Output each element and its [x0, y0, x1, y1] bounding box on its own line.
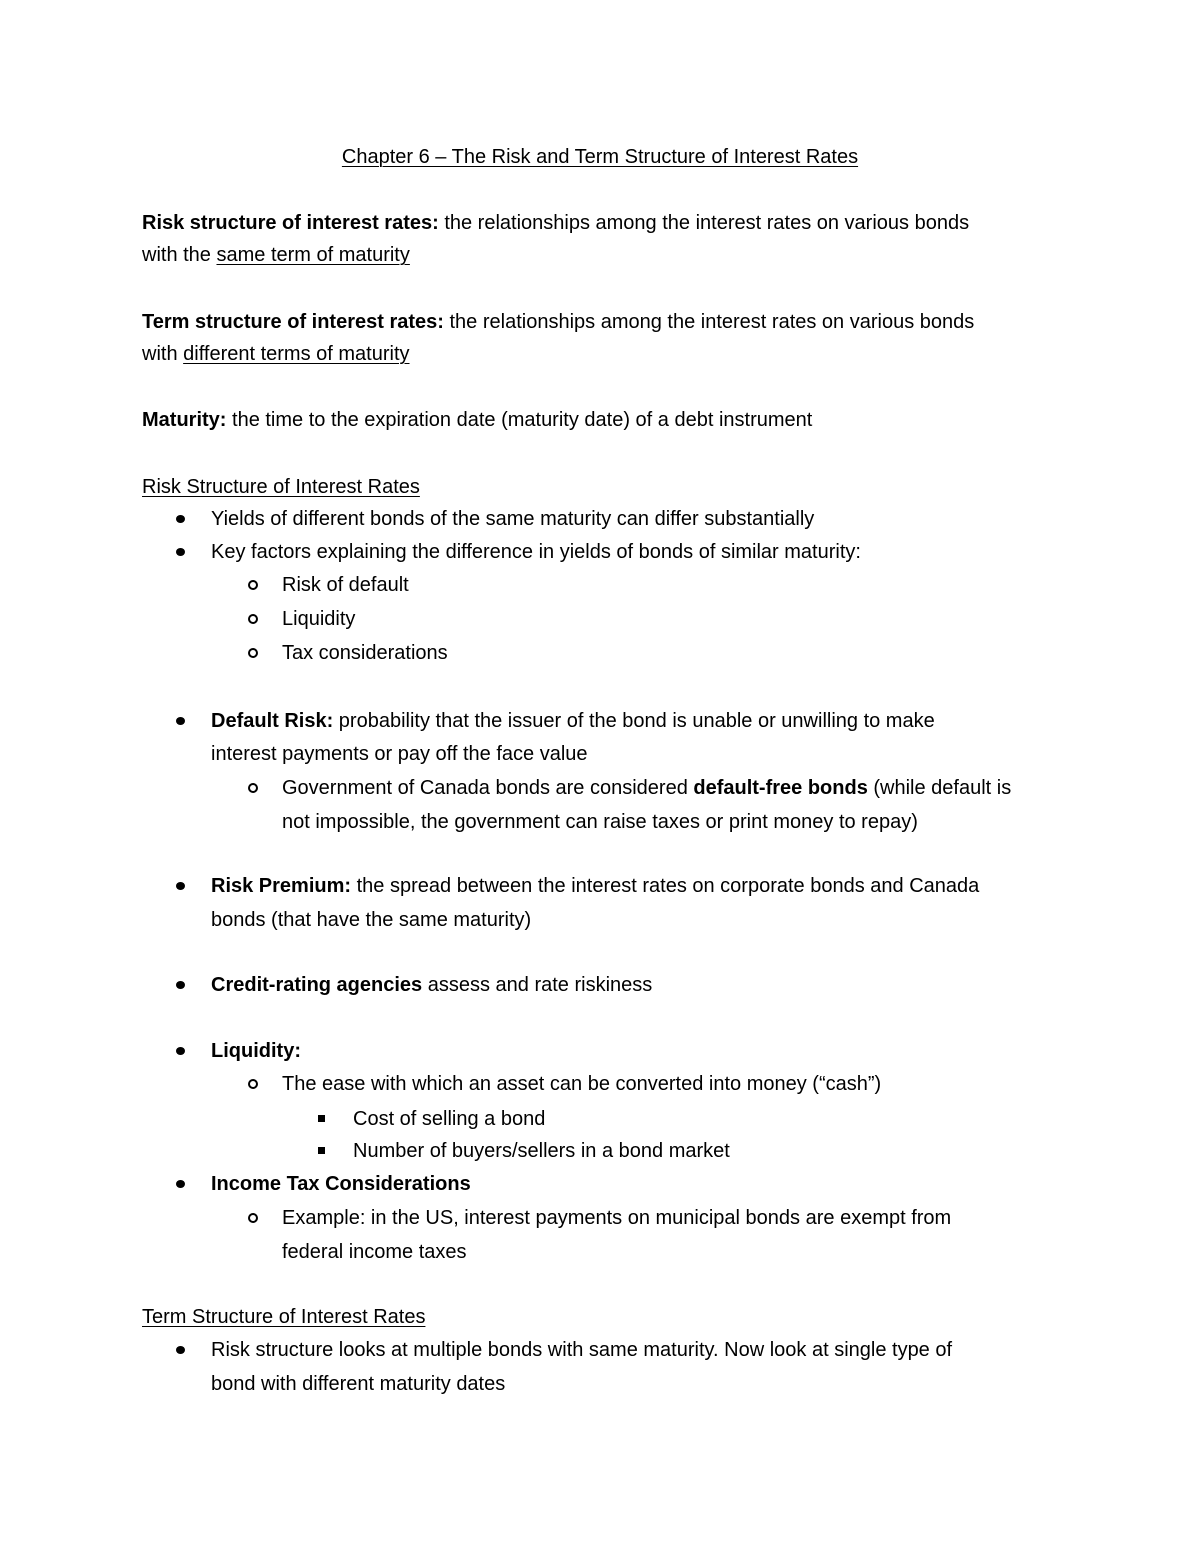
- bullet-circle-icon: [248, 580, 258, 590]
- definition-underlined: different terms of maturity: [183, 343, 410, 365]
- list-item: Example: in the US, interest payments on municipal bonds are exempt from: [282, 1207, 952, 1229]
- risk-premium-term: Risk Premium:: [211, 875, 352, 897]
- list-item: Risk structure looks at multiple bonds with same maturity. Now look at single type of: [211, 1339, 953, 1361]
- list-item-continuation: bonds (that have the same maturity): [211, 909, 532, 931]
- definition-underlined: same term of maturity: [216, 244, 410, 266]
- credit-rating-text: assess and rate riskiness: [422, 974, 653, 996]
- list-bold-text: default-free bonds: [693, 777, 868, 799]
- bullet-disc-icon: [176, 882, 185, 890]
- list-item: The ease with which an asset can be converted into money (“cash”): [282, 1073, 882, 1095]
- bullet-circle-icon: [248, 783, 258, 793]
- list-item: Number of buyers/sellers in a bond market: [353, 1140, 730, 1162]
- bullet-disc-icon: [176, 548, 185, 556]
- list-item: Key factors explaining the difference in yields of bonds of similar maturity:: [211, 541, 861, 563]
- definition-text: the relationships among the interest rates on various bonds: [438, 212, 970, 234]
- definition-text: with: [142, 343, 184, 365]
- bullet-square-icon: [318, 1115, 325, 1122]
- list-item-default-free: [282, 774, 1011, 802]
- list-item-liquidity: Liquidity:: [211, 1040, 301, 1062]
- bullet-disc-icon: [176, 1047, 185, 1055]
- section-heading-term: Term Structure of Interest Rates: [142, 1306, 426, 1328]
- default-risk-text: probability that the issuer of the bond is unable or unwilling to make: [333, 710, 935, 732]
- bullet-square-icon: [318, 1147, 325, 1154]
- list-item-default-risk: [211, 707, 935, 735]
- definition-risk-structure: [142, 209, 969, 237]
- bullet-circle-icon: [248, 1213, 258, 1223]
- list-text: Government of Canada bonds are considered: [282, 777, 694, 799]
- bullet-disc-icon: [176, 1180, 185, 1188]
- definition-term: Term structure of interest rates:: [142, 311, 444, 333]
- bullet-circle-icon: [248, 648, 258, 658]
- list-item-continuation: bond with different maturity dates: [211, 1373, 506, 1395]
- bullet-disc-icon: [176, 515, 185, 523]
- definition-text: the time to the expiration date (maturity date) of a debt instrument: [226, 409, 813, 431]
- list-item-continuation: federal income taxes: [282, 1241, 467, 1263]
- bullet-disc-icon: [176, 1346, 185, 1354]
- page-title: Chapter 6 – The Risk and Term Structure of Interest Rates: [341, 146, 859, 168]
- section-heading-risk: Risk Structure of Interest Rates: [142, 476, 420, 498]
- definition-term-structure-line2: [142, 340, 410, 368]
- list-item: Risk of default: [282, 574, 409, 596]
- definition-risk-structure-line2: [142, 241, 410, 269]
- credit-rating-term: Credit-rating agencies: [211, 974, 423, 996]
- list-item: Yields of different bonds of the same maturity can differ substantially: [211, 508, 815, 530]
- risk-premium-text: the spread between the interest rates on corporate bonds and Canada: [351, 875, 980, 897]
- default-risk-term: Default Risk:: [211, 710, 334, 732]
- definition-text: the relationships among the interest rates on various bonds: [443, 311, 975, 333]
- bullet-disc-icon: [176, 717, 185, 725]
- list-item-continuation: not impossible, the government can raise taxes or print money to repay): [282, 811, 918, 833]
- definition-text: with the: [142, 244, 217, 266]
- list-item: Liquidity: [282, 608, 356, 630]
- list-item-income-tax: Income Tax Considerations: [211, 1173, 471, 1195]
- bullet-circle-icon: [248, 614, 258, 624]
- definition-term: Maturity:: [142, 409, 227, 431]
- definition-maturity: [142, 406, 812, 434]
- list-item: Tax considerations: [282, 642, 448, 664]
- bullet-disc-icon: [176, 981, 185, 989]
- list-text: (while default is: [867, 777, 1012, 799]
- definition-term-structure: [142, 308, 974, 336]
- list-item-credit-rating: [211, 971, 652, 999]
- list-item-continuation: interest payments or pay off the face value: [211, 743, 588, 765]
- bullet-circle-icon: [248, 1079, 258, 1089]
- list-item: Cost of selling a bond: [353, 1108, 546, 1130]
- definition-term: Risk structure of interest rates:: [142, 212, 439, 234]
- list-item-risk-premium: [211, 872, 979, 900]
